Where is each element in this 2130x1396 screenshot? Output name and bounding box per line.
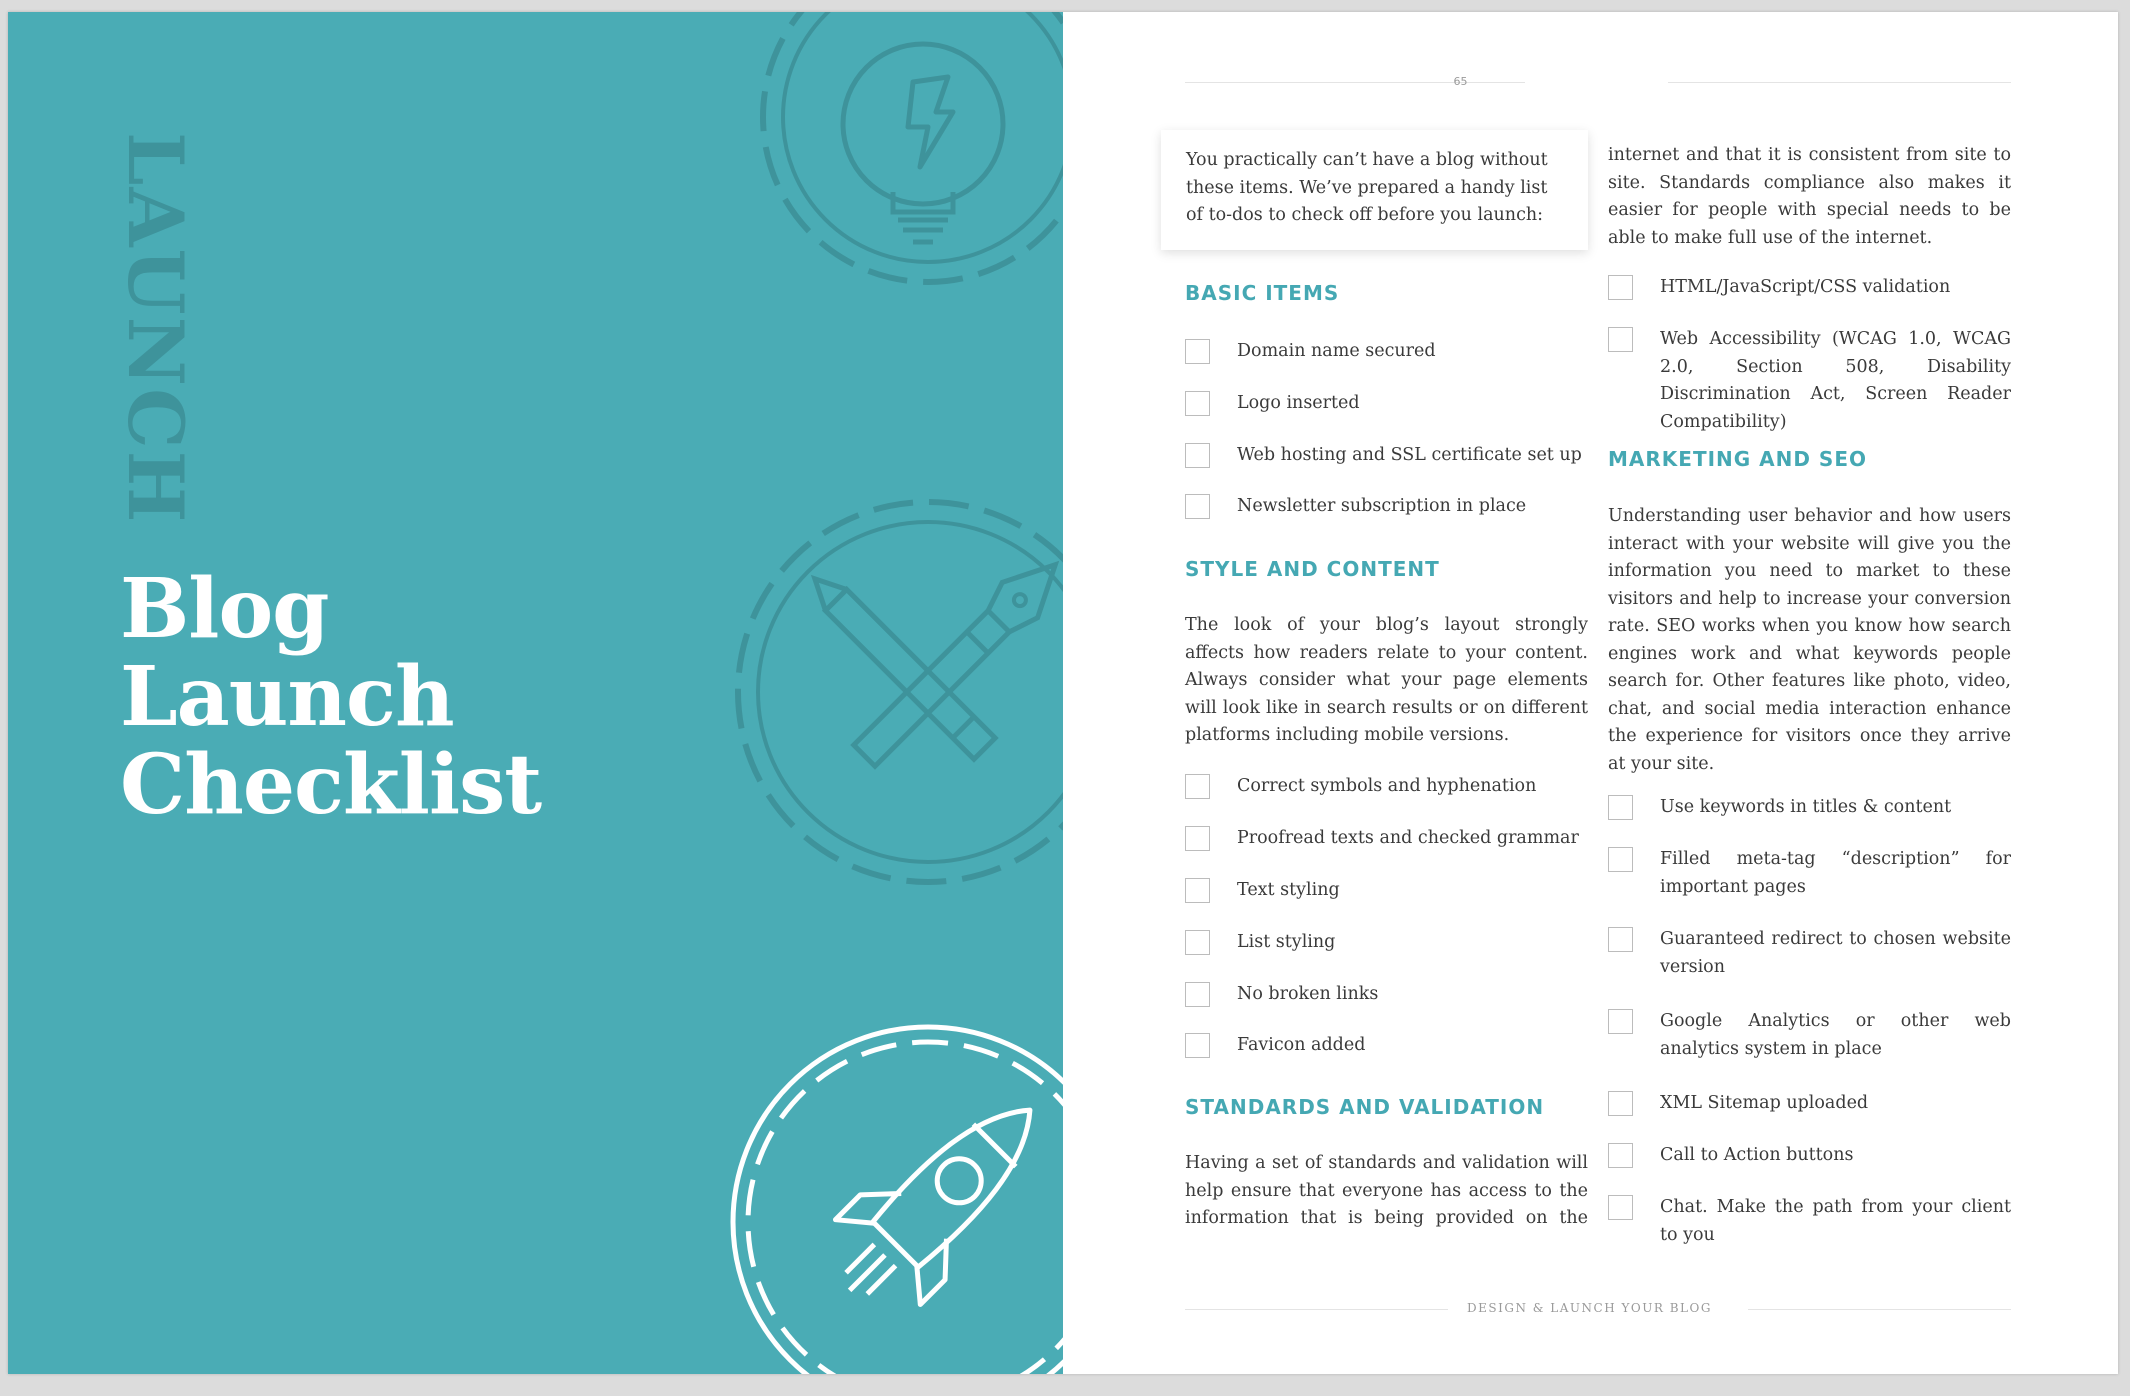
footer-title: DESIGN & LAUNCH YOUR BLOG xyxy=(1467,1301,1712,1315)
checklist-item[interactable] xyxy=(1608,1143,2011,1170)
checklist-item[interactable] xyxy=(1185,339,1588,366)
standards-paragraph-part1: Having a set of standards and validation will help ensure that everyone has access to the information that is being provided on the xyxy=(1185,1153,1588,1228)
page-title xyxy=(120,561,640,833)
checklist-item[interactable] xyxy=(1608,1091,2011,1118)
checkbox[interactable] xyxy=(1608,927,1633,952)
checklist-item-label: Google Analytics or other web analytics system in place xyxy=(1660,1011,2011,1059)
checklist-item[interactable] xyxy=(1608,1195,2011,1249)
checkbox[interactable] xyxy=(1185,494,1210,519)
page-number: 65 xyxy=(1453,75,1468,88)
checkbox[interactable] xyxy=(1185,443,1210,468)
checklist-item[interactable] xyxy=(1608,275,2011,302)
checklist-item-label: XML Sitemap uploaded xyxy=(1660,1093,1869,1113)
checklist-item-label: Logo inserted xyxy=(1237,393,1360,413)
checklist-item-label: Web Accessibility (WCAG 1.0, WCAG 2.0, Section 508, Disability Discrimination Act, Screen Reader Compatibility) xyxy=(1660,329,2011,432)
launch-vertical-label: LAUNCH xyxy=(111,132,200,525)
checkbox[interactable] xyxy=(1608,847,1633,872)
checklist-item-label: Guaranteed redirect to chosen website version xyxy=(1660,929,2011,977)
checklist-item-label: Domain name secured xyxy=(1237,341,1436,361)
title-line-1: Blog xyxy=(120,561,329,657)
checkbox[interactable] xyxy=(1608,327,1633,352)
checklist-item[interactable] xyxy=(1185,494,1588,521)
checkbox[interactable] xyxy=(1185,391,1210,416)
checklist-item-label: Use keywords in titles & content xyxy=(1660,797,1952,817)
checklist-item[interactable] xyxy=(1185,930,1588,957)
lightbulb-icon xyxy=(708,12,1063,352)
style-content-paragraph: The look of your blog’s layout strongly affects how readers relate to your content. Always consider what your page elements will look like in search results or on different platforms including mobile versions. xyxy=(1185,615,1588,745)
checklist-item[interactable] xyxy=(1185,878,1588,905)
checklist-item-label: Favicon added xyxy=(1237,1035,1366,1055)
checklist-item-label: Chat. Make the path from your client to you xyxy=(1660,1197,2011,1245)
checkbox[interactable] xyxy=(1608,1091,1633,1116)
checklist-item[interactable] xyxy=(1608,1009,2011,1063)
checklist-item-label: Text styling xyxy=(1237,880,1340,900)
checklist-item-label: HTML/JavaScript/CSS validation xyxy=(1660,277,1951,297)
checkbox[interactable] xyxy=(1608,1195,1633,1220)
section-title-basic-items: BASIC ITEMS xyxy=(1185,281,1340,305)
checklist-item-label: Filled meta-tag “description” for important pages xyxy=(1660,849,2011,897)
checkbox[interactable] xyxy=(1185,774,1210,799)
checklist-item[interactable] xyxy=(1185,1033,1588,1060)
standards-paragraph-part2: internet and that it is consistent from site to site. Standards compliance also makes it easier for people with special needs to be able to make full use of the internet. xyxy=(1608,145,2011,248)
tools-icon xyxy=(708,482,1063,902)
checklist-item[interactable] xyxy=(1185,982,1588,1009)
checklist-item[interactable] xyxy=(1185,826,1588,853)
left-page xyxy=(8,12,1063,1374)
checklist-item[interactable] xyxy=(1608,327,2011,436)
checkbox[interactable] xyxy=(1185,930,1210,955)
book-spread xyxy=(8,12,2118,1374)
section-title-marketing: MARKETING AND SEO xyxy=(1608,447,1867,471)
checkbox[interactable] xyxy=(1608,795,1633,820)
checkbox[interactable] xyxy=(1185,982,1210,1007)
checkbox[interactable] xyxy=(1608,275,1633,300)
marketing-paragraph: Understanding user behavior and how users interact with your website will give you the information you need to market to these visitors and help to increase your conversion rate. SEO works when you know how search engines work and what keywords people search for. Other features like photo, video, chat, and social media interaction enhance the experience for visitors once they arrive at your site. xyxy=(1608,506,2011,774)
title-line-2: Launch xyxy=(120,649,454,745)
checklist-item-label: Newsletter subscription in place xyxy=(1237,496,1527,516)
checklist-item-label: List styling xyxy=(1237,932,1336,952)
section-title-style-content: STYLE AND CONTENT xyxy=(1185,557,1440,581)
checklist-item-label: Call to Action buttons xyxy=(1660,1145,1854,1165)
checklist-item[interactable] xyxy=(1608,927,2011,981)
checkbox[interactable] xyxy=(1608,1143,1633,1168)
checklist-item[interactable] xyxy=(1185,774,1588,801)
checkbox[interactable] xyxy=(1608,1009,1633,1034)
checklist-item-label: Web hosting and SSL certificate set up xyxy=(1237,445,1582,465)
section-title-standards: STANDARDS AND VALIDATION xyxy=(1185,1095,1545,1119)
checklist-item[interactable] xyxy=(1608,795,2011,822)
checklist-item[interactable] xyxy=(1185,443,1588,470)
right-page xyxy=(1063,12,2118,1374)
checklist-item-label: Proofread texts and checked grammar xyxy=(1237,828,1579,848)
checkbox[interactable] xyxy=(1185,826,1210,851)
footer-rule-right xyxy=(1748,1309,2011,1310)
checklist-item-label: Correct symbols and hyphenation xyxy=(1237,776,1537,796)
header-rule-right xyxy=(1668,82,2011,83)
checklist-item-label: No broken links xyxy=(1237,984,1379,1004)
title-line-3: Checklist xyxy=(120,737,542,833)
checkbox[interactable] xyxy=(1185,1033,1210,1058)
rocket-icon xyxy=(708,1012,1063,1374)
checkbox[interactable] xyxy=(1185,878,1210,903)
checkbox[interactable] xyxy=(1185,339,1210,364)
checklist-item[interactable] xyxy=(1608,847,2011,901)
checklist-item[interactable] xyxy=(1185,391,1588,418)
intro-box: You practically can’t have a blog without these items. We’ve prepared a handy list of to-dos to check off before you launch: xyxy=(1161,130,1588,250)
